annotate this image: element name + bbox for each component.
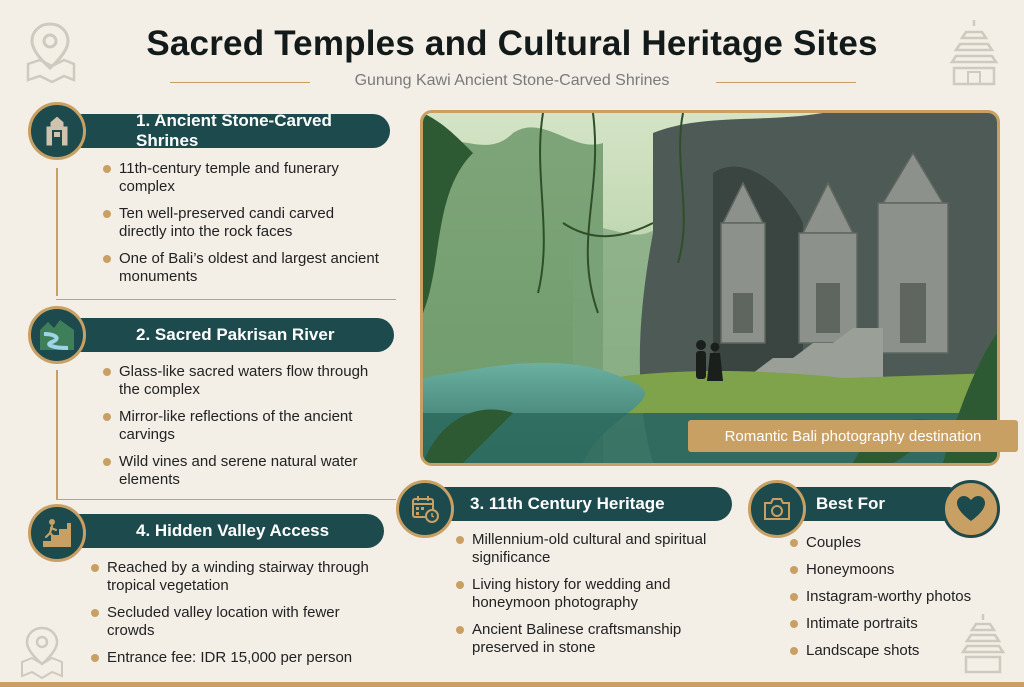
list-item: Secluded valley location with fewer crowds <box>91 604 391 640</box>
pagoda-icon <box>944 18 1004 90</box>
footer-bar <box>0 682 1024 687</box>
section-4-title: 4. Hidden Valley Access <box>136 521 330 540</box>
section-1-header <box>60 111 390 150</box>
jungle-temple-illustration <box>420 110 1000 466</box>
section-4-header <box>60 514 384 548</box>
section-1-medallion <box>28 102 86 160</box>
list-item: Living history for wedding and honeymoon photography <box>456 576 721 612</box>
photo-caption: Romantic Bali photography destination <box>688 420 1018 452</box>
section-3-header <box>426 487 732 521</box>
section-3-title: 3. 11th Century Heritage <box>470 494 665 513</box>
best-for-list <box>790 534 1000 669</box>
section-4-bullets <box>91 559 391 676</box>
section-2-header <box>60 318 394 352</box>
list-item: 11th-century temple and funerary complex <box>103 160 383 196</box>
section-1-title: 1. Ancient Stone-Carved Shrines <box>136 111 332 150</box>
camera-icon <box>762 496 792 522</box>
section-1-bullets <box>103 160 383 295</box>
list-item: Landscape shots <box>790 642 1000 660</box>
best-for-title: Best For <box>816 494 885 513</box>
map-pin-icon <box>22 20 78 84</box>
list-item: Honeymoons <box>790 561 1000 579</box>
temple-carving-icon <box>42 114 72 148</box>
section-2-title: 2. Sacred Pakrisan River <box>136 325 335 344</box>
calendar-clock-icon <box>410 494 440 524</box>
river-icon <box>40 320 74 350</box>
list-item: Couples <box>790 534 1000 552</box>
list-item: Glass-like sacred waters flow through the complex <box>103 363 388 399</box>
page-title: Sacred Temples and Cultural Heritage Sites <box>146 24 878 63</box>
subtitle-divider-right <box>716 82 856 83</box>
section-divider <box>56 499 396 500</box>
section-2-bullets <box>103 363 388 498</box>
list-item: Millennium-old cultural and spiritual significance <box>456 531 721 567</box>
best-for-badge <box>942 480 1000 538</box>
subtitle-row <box>0 72 1024 94</box>
stair-climber-icon <box>41 517 73 549</box>
timeline-connector <box>56 370 58 500</box>
section-3-medallion <box>396 480 454 538</box>
section-4-medallion <box>28 504 86 562</box>
section-divider <box>56 299 396 300</box>
page-subtitle: Gunung Kawi Ancient Stone-Carved Shrines <box>354 72 670 89</box>
list-item: Ancient Balinese craftsmanship preserved in stone <box>456 621 721 657</box>
heart-icon <box>956 495 986 523</box>
list-item: Reached by a winding stairway through tropical vegetation <box>91 559 391 595</box>
section-3-bullets <box>456 531 721 666</box>
list-item: Intimate portraits <box>790 615 1000 633</box>
list-item: Instagram-worthy photos <box>790 588 1000 606</box>
list-item: Entrance fee: IDR 15,000 per person <box>91 649 391 667</box>
list-item: One of Bali’s oldest and largest ancient monuments <box>103 250 383 286</box>
map-pin-icon <box>18 624 66 680</box>
section-2-medallion <box>28 306 86 364</box>
best-for-medallion <box>748 480 806 538</box>
list-item: Wild vines and serene natural water elements <box>103 453 388 489</box>
shrine-scene-illustration <box>423 113 997 463</box>
list-item: Mirror-like reflections of the ancient carvings <box>103 408 388 444</box>
timeline-connector <box>56 168 58 296</box>
list-item: Ten well-preserved candi carved directly into the rock faces <box>103 205 383 241</box>
